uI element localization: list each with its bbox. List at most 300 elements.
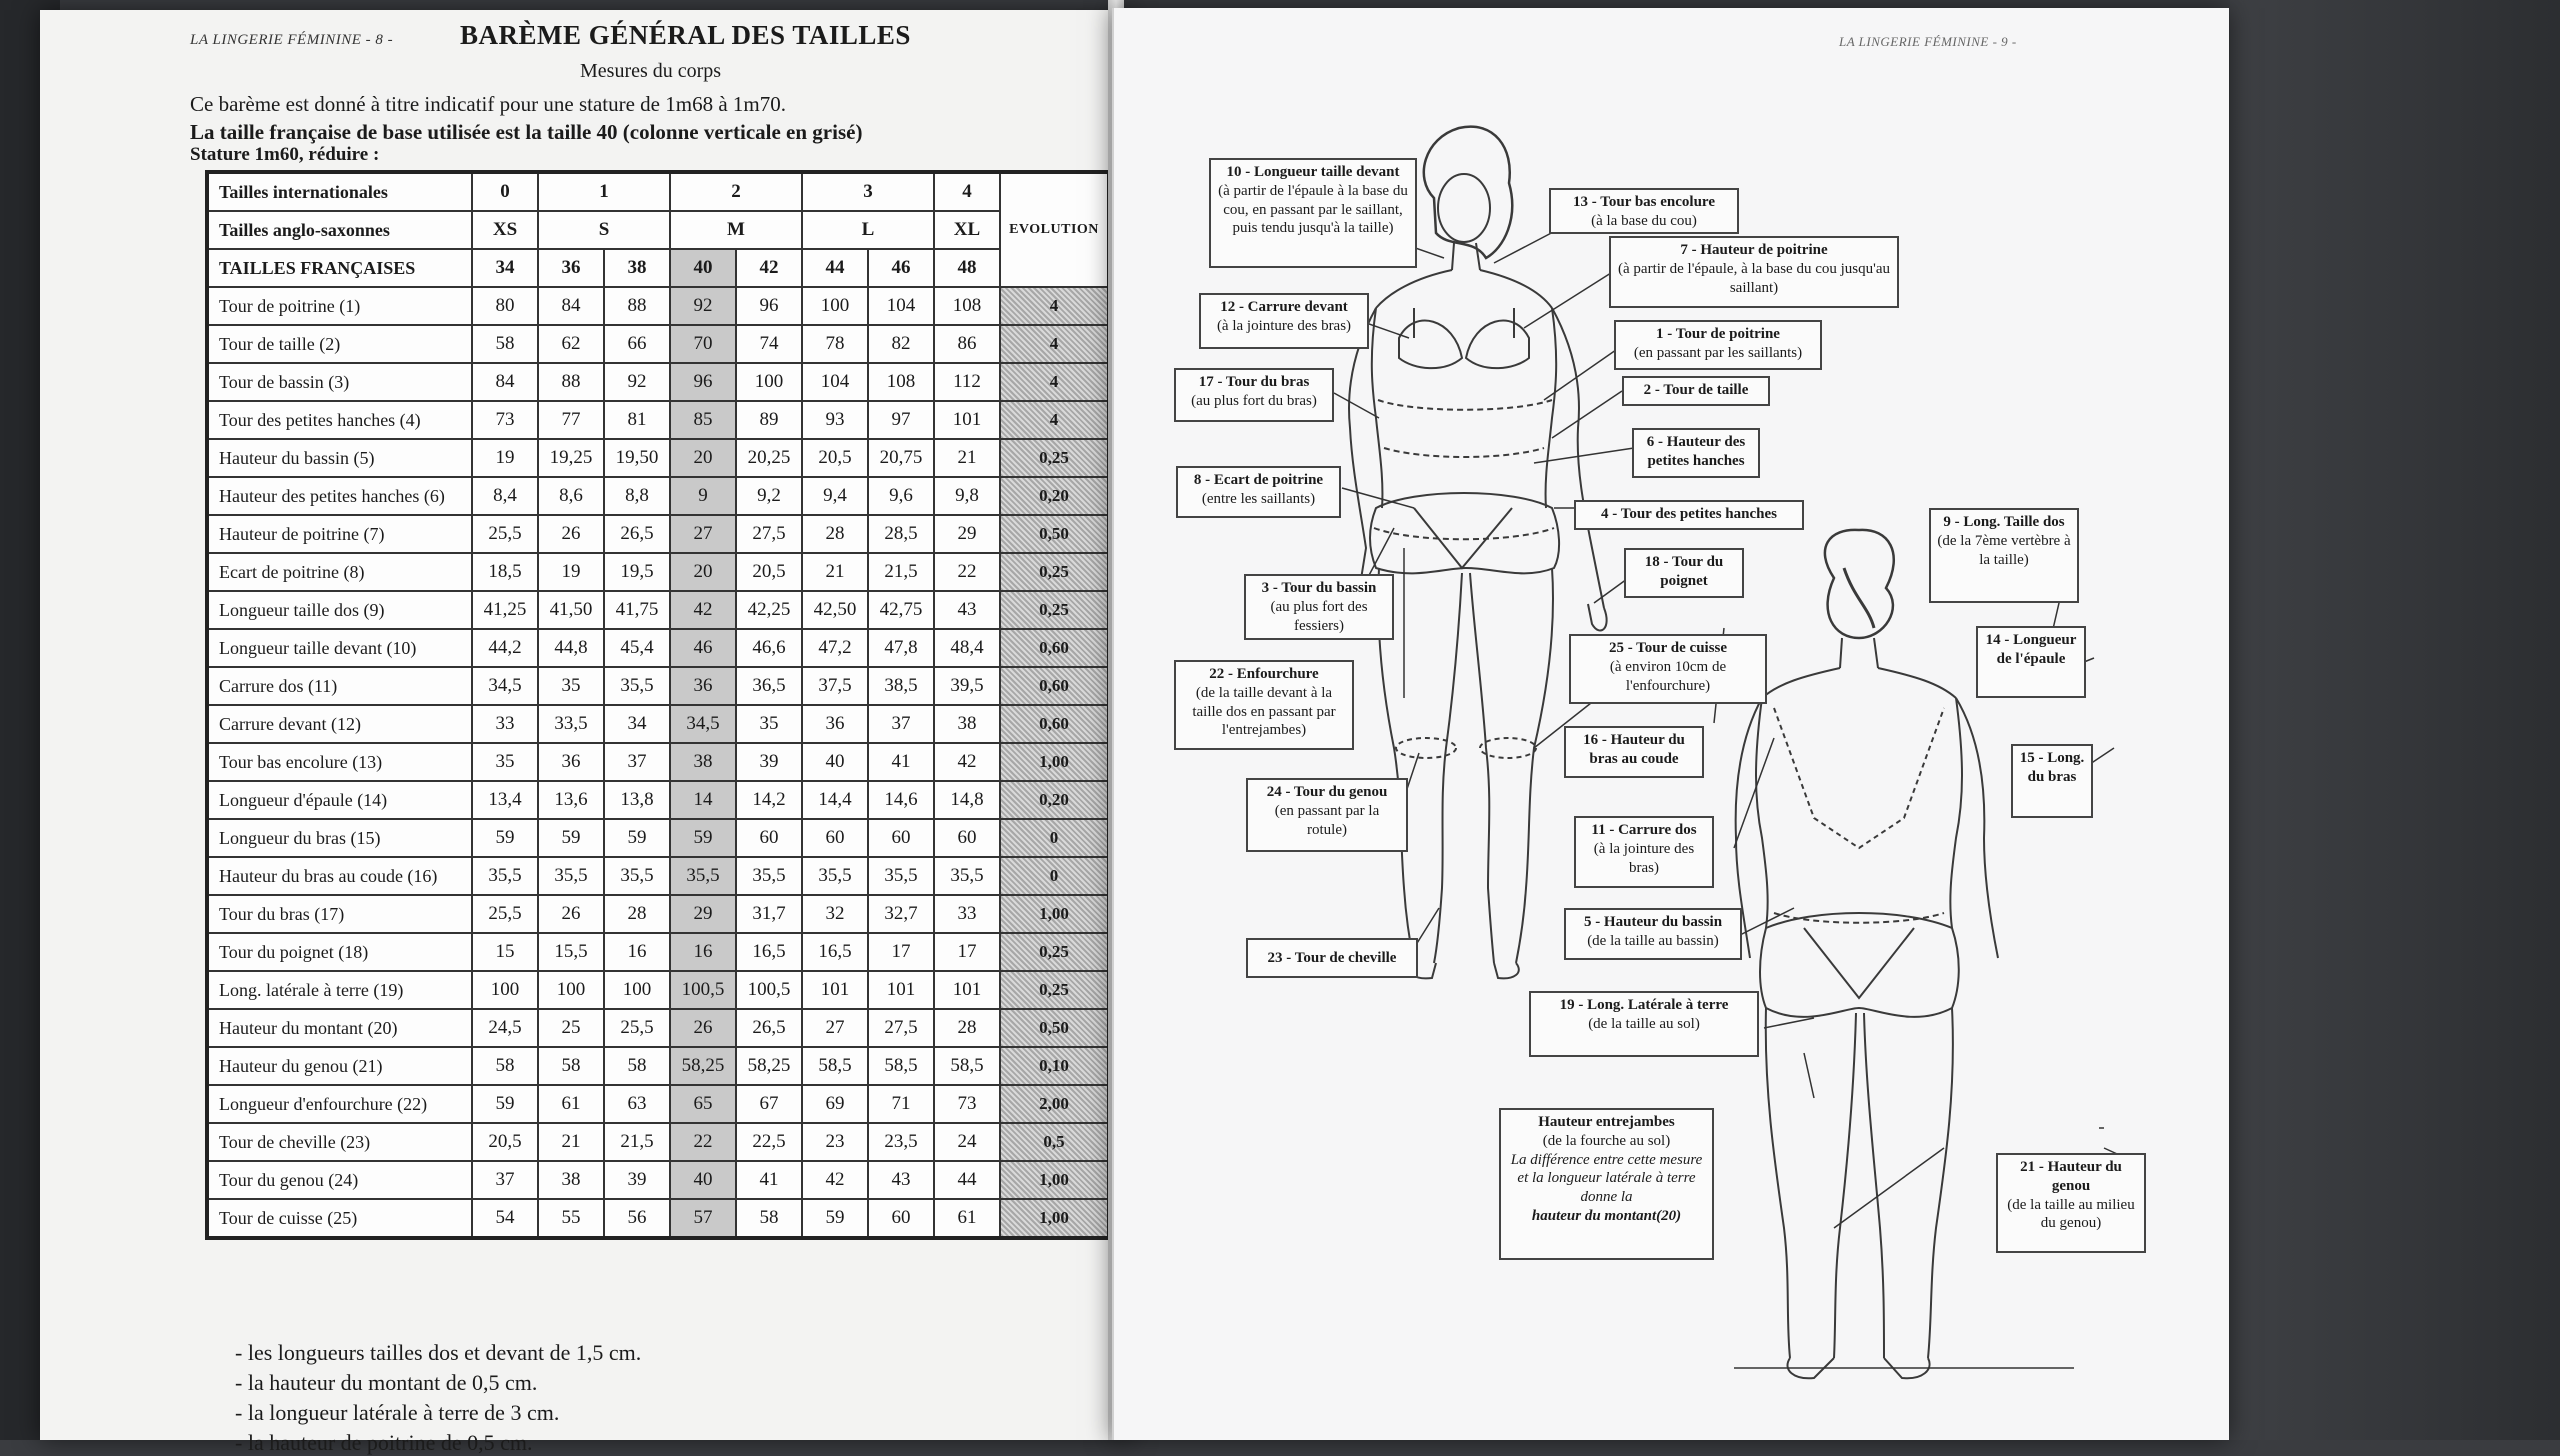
size-cell: 1 [538, 172, 670, 211]
evolution-value: 0,25 [1000, 553, 1109, 591]
measurement-value: 29 [670, 895, 736, 933]
measurement-value: 25,5 [472, 515, 538, 553]
evolution-header: EVOLUTION [1000, 172, 1109, 287]
callout-16 [1564, 726, 1704, 778]
measurement-value: 8,8 [604, 477, 670, 515]
measurement-label: Tour de taille (2) [207, 325, 472, 363]
measurement-value: 66 [604, 325, 670, 363]
measurement-value: 100,5 [670, 971, 736, 1009]
anglo-sizes-row [207, 211, 1109, 249]
measurement-value: 35,5 [538, 857, 604, 895]
table-row [207, 1199, 1109, 1238]
evolution-value: 0,10 [1000, 1047, 1109, 1085]
measurement-value: 27 [670, 515, 736, 553]
measurement-value: 41 [736, 1161, 802, 1199]
callout-detail: (à la base du cou) [1591, 212, 1697, 229]
measurement-value: 43 [934, 591, 1000, 629]
measurement-value: 14 [670, 781, 736, 819]
measurement-value: 84 [472, 363, 538, 401]
callout-title: 10 - Longueur taille devant [1226, 164, 1400, 180]
note-line: - la longueur latérale à terre de 3 cm. [235, 1400, 560, 1425]
measurement-rows [207, 287, 1109, 1238]
evolution-value: 1,00 [1000, 895, 1109, 933]
callout-detail: (de la taille devant à la taille dos en passant par l'entrejambes) [1192, 684, 1336, 739]
measurement-value: 9 [670, 477, 736, 515]
callout-title: 25 - Tour de cuisse [1608, 640, 1728, 656]
measurement-label: Tour du genou (24) [207, 1161, 472, 1199]
measurement-value: 86 [934, 325, 1000, 363]
left-page [40, 10, 1130, 1455]
row-label: TAILLES FRANÇAISES [207, 249, 472, 287]
callout-23 [1246, 938, 1418, 978]
measurement-value: 101 [934, 971, 1000, 1009]
measurement-value: 36 [538, 743, 604, 781]
measurement-value: 55 [538, 1199, 604, 1238]
measurement-value: 29 [934, 515, 1000, 553]
table-row [207, 1085, 1109, 1123]
measurement-value: 85 [670, 401, 736, 439]
measurement-value: 8,6 [538, 477, 604, 515]
callout-title: 9 - Long. Taille dos [1943, 514, 2065, 530]
measurement-value: 19,25 [538, 439, 604, 477]
callout-7 [1609, 236, 1899, 308]
measurement-label: Tour de cheville (23) [207, 1123, 472, 1161]
measurement-value: 59 [472, 819, 538, 857]
size-cell: 2 [670, 172, 802, 211]
table-row [207, 401, 1109, 439]
measurement-value: 18,5 [472, 553, 538, 591]
measurement-value: 24 [934, 1123, 1000, 1161]
measurement-value: 34,5 [472, 667, 538, 705]
measurement-value: 54 [472, 1199, 538, 1238]
measurement-value: 14,4 [802, 781, 868, 819]
international-sizes-row [207, 172, 1109, 211]
size-cell: 34 [472, 249, 538, 287]
measurement-value: 73 [934, 1085, 1000, 1123]
measurement-value: 41,75 [604, 591, 670, 629]
measurement-value: 26,5 [736, 1009, 802, 1047]
measurement-value: 35,5 [868, 857, 934, 895]
callout-9 [1929, 508, 2079, 603]
measurement-value: 100 [538, 971, 604, 1009]
measurement-value: 42,25 [736, 591, 802, 629]
table-row [207, 287, 1109, 325]
measurement-value: 34,5 [670, 705, 736, 743]
measurement-value: 93 [802, 401, 868, 439]
french-sizes-row [207, 249, 1109, 287]
evolution-value: 0,20 [1000, 781, 1109, 819]
callout-3 [1244, 574, 1394, 640]
measurement-value: 59 [604, 819, 670, 857]
measurement-label: Hauteur de poitrine (7) [207, 515, 472, 553]
table-row [207, 1161, 1109, 1199]
callout-title: 19 - Long. Latérale à terre [1559, 997, 1729, 1013]
row-label: Tailles internationales [207, 172, 472, 211]
measurement-value: 58 [472, 325, 538, 363]
size-cell: 3 [802, 172, 934, 211]
measurement-value: 47,2 [802, 629, 868, 667]
measurement-value: 26 [538, 515, 604, 553]
measurement-value: 35,5 [736, 857, 802, 895]
measurement-value: 60 [802, 819, 868, 857]
measurement-value: 56 [604, 1199, 670, 1238]
measurement-label: Hauteur du genou (21) [207, 1047, 472, 1085]
intro-line-1: Ce barème est donné à titre indicatif pour une stature de 1m68 à 1m70. [190, 92, 786, 116]
measurement-value: 101 [934, 401, 1000, 439]
measurement-value: 20,5 [472, 1123, 538, 1161]
measurement-value: 59 [472, 1085, 538, 1123]
measurement-value: 59 [670, 819, 736, 857]
measurement-value: 100 [472, 971, 538, 1009]
measurement-value: 20 [670, 439, 736, 477]
measurement-value: 60 [868, 819, 934, 857]
table-row [207, 363, 1109, 401]
measurement-value: 40 [802, 743, 868, 781]
callout-15 [2011, 744, 2093, 818]
measurement-value: 23,5 [868, 1123, 934, 1161]
evolution-value: 0,60 [1000, 705, 1109, 743]
measurement-value: 26 [670, 1009, 736, 1047]
measurement-value: 57 [670, 1199, 736, 1238]
measurement-value: 58 [604, 1047, 670, 1085]
measurement-value: 35 [472, 743, 538, 781]
page-subtitle: Mesures du corps [580, 60, 722, 82]
measurement-value: 21,5 [604, 1123, 670, 1161]
table-row [207, 591, 1109, 629]
measurement-value: 60 [736, 819, 802, 857]
evolution-value: 0,25 [1000, 439, 1109, 477]
callout-bold-note: hauteur du montant(20) [1531, 1207, 1682, 1224]
size-cell: S [538, 211, 670, 249]
measurement-label: Tour du poignet (18) [207, 933, 472, 971]
measurement-value: 9,2 [736, 477, 802, 515]
measurement-value: 14,2 [736, 781, 802, 819]
evolution-value: 0,5 [1000, 1123, 1109, 1161]
measurement-value: 16 [604, 933, 670, 971]
note-line: - la hauteur du montant de 0,5 cm. [235, 1370, 538, 1395]
evolution-value: 4 [1000, 363, 1109, 401]
measurement-label: Tour des petites hanches (4) [207, 401, 472, 439]
callout-6 [1632, 428, 1760, 478]
measurement-value: 21 [802, 553, 868, 591]
row-label: Tailles anglo-saxonnes [207, 211, 472, 249]
measurement-value: 27,5 [868, 1009, 934, 1047]
measurement-value: 32,7 [868, 895, 934, 933]
measurement-label: Tour bas encolure (13) [207, 743, 472, 781]
measurement-value: 39 [604, 1161, 670, 1199]
callout-title: 14 - Longueur de l'épaule [1985, 632, 2077, 667]
measurement-value: 13,4 [472, 781, 538, 819]
measurement-value: 88 [604, 287, 670, 325]
measurement-value: 59 [538, 819, 604, 857]
measurement-value: 62 [538, 325, 604, 363]
measurement-value: 36 [802, 705, 868, 743]
measurement-value: 42,75 [868, 591, 934, 629]
callout-title: 15 - Long. du bras [2019, 750, 2085, 785]
measurement-value: 19,50 [604, 439, 670, 477]
evolution-value: 0,25 [1000, 971, 1109, 1009]
callout-title: 18 - Tour du poignet [1644, 554, 1724, 589]
measurement-label: Carrure dos (11) [207, 667, 472, 705]
measurement-value: 46,6 [736, 629, 802, 667]
measurement-value: 14,6 [868, 781, 934, 819]
callout-title: 12 - Carrure devant [1220, 299, 1348, 315]
measurement-value: 44,8 [538, 629, 604, 667]
measurement-value: 16,5 [736, 933, 802, 971]
measurement-value: 19 [538, 553, 604, 591]
callout-11 [1574, 816, 1714, 888]
measurement-value: 39 [736, 743, 802, 781]
measurement-value: 39,5 [934, 667, 1000, 705]
table-row [207, 477, 1109, 515]
measurement-value: 38 [934, 705, 1000, 743]
callout-title: 11 - Carrure dos [1591, 822, 1697, 838]
measurement-value: 13,6 [538, 781, 604, 819]
measurement-value: 37 [868, 705, 934, 743]
measurement-value: 58,5 [868, 1047, 934, 1085]
measurement-value: 71 [868, 1085, 934, 1123]
measurement-value: 41 [868, 743, 934, 781]
table-row [207, 781, 1109, 819]
measurement-value: 9,6 [868, 477, 934, 515]
evolution-value: 0,25 [1000, 591, 1109, 629]
measurement-value: 19,5 [604, 553, 670, 591]
measurement-value: 67 [736, 1085, 802, 1123]
measurement-label: Tour du bras (17) [207, 895, 472, 933]
callout-18 [1624, 548, 1744, 598]
callout-title: 1 - Tour de poitrine [1656, 326, 1780, 342]
callout-title: 23 - Tour de cheville [1267, 950, 1397, 966]
evolution-value: 0 [1000, 819, 1109, 857]
size-cell: XL [934, 211, 1000, 249]
measurement-value: 31,7 [736, 895, 802, 933]
callout-title: 8 - Ecart de poitrine [1193, 472, 1324, 488]
callout-1 [1614, 320, 1822, 370]
measurement-label: Hauteur du bassin (5) [207, 439, 472, 477]
callout-21 [1996, 1153, 2146, 1253]
table-row [207, 705, 1109, 743]
evolution-value: 2,00 [1000, 1085, 1109, 1123]
measurement-value: 42 [670, 591, 736, 629]
table-row [207, 857, 1109, 895]
callout-title: 6 - Hauteur des petites hanches [1646, 434, 1746, 469]
measurement-value: 23 [802, 1123, 868, 1161]
evolution-value: 4 [1000, 287, 1109, 325]
measurement-value: 16,5 [802, 933, 868, 971]
measurement-value: 100 [736, 363, 802, 401]
table-row [207, 515, 1109, 553]
measurement-value: 58 [472, 1047, 538, 1085]
measurement-value: 26 [538, 895, 604, 933]
size-cell: 48 [934, 249, 1000, 287]
measurement-value: 17 [934, 933, 1000, 971]
measurement-value: 21 [934, 439, 1000, 477]
measurement-label: Long. latérale à terre (19) [207, 971, 472, 1009]
callout-title: 5 - Hauteur du bassin [1583, 914, 1723, 930]
measurement-value: 8,4 [472, 477, 538, 515]
callout-detail: (de la taille au sol) [1588, 1015, 1700, 1032]
measurement-label: Ecart de poitrine (8) [207, 553, 472, 591]
callout-2 [1622, 376, 1770, 406]
callout-detail: (à la jointure des bras) [1593, 840, 1695, 876]
measurement-value: 38 [538, 1161, 604, 1199]
measurement-value: 20,5 [802, 439, 868, 477]
measurement-value: 22 [670, 1123, 736, 1161]
measurement-value: 9,4 [802, 477, 868, 515]
measurement-value: 38,5 [868, 667, 934, 705]
callout-13 [1549, 188, 1739, 234]
measurement-value: 13,8 [604, 781, 670, 819]
measurement-label: Longueur du bras (15) [207, 819, 472, 857]
measurement-value: 35,5 [802, 857, 868, 895]
measurement-value: 20 [670, 553, 736, 591]
measurement-value: 74 [736, 325, 802, 363]
callout-title: 16 - Hauteur du bras au coude [1583, 732, 1685, 767]
measurement-value: 70 [670, 325, 736, 363]
callout-title: 17 - Tour du bras [1198, 374, 1310, 390]
measurement-value: 77 [538, 401, 604, 439]
measurement-value: 61 [934, 1199, 1000, 1238]
measurement-value: 28 [604, 895, 670, 933]
callout-title: 3 - Tour du bassin [1261, 580, 1377, 596]
size-cell: 46 [868, 249, 934, 287]
callout-17 [1174, 368, 1334, 422]
measurement-value: 20,75 [868, 439, 934, 477]
callout-19 [1529, 991, 1759, 1057]
evolution-value: 0,60 [1000, 629, 1109, 667]
table-row [207, 933, 1109, 971]
measurement-value: 97 [868, 401, 934, 439]
callout-25 [1569, 634, 1767, 704]
measurement-value: 45,4 [604, 629, 670, 667]
evolution-value: 4 [1000, 401, 1109, 439]
evolution-value: 0,20 [1000, 477, 1109, 515]
right-page [1112, 8, 2229, 1440]
measurement-value: 28 [934, 1009, 1000, 1047]
measurement-value: 28,5 [868, 515, 934, 553]
measurement-value: 20,25 [736, 439, 802, 477]
measurement-value: 21 [538, 1123, 604, 1161]
evolution-value: 0,25 [1000, 933, 1109, 971]
measurement-value: 96 [736, 287, 802, 325]
measurement-value: 24,5 [472, 1009, 538, 1047]
measurement-value: 34 [604, 705, 670, 743]
measurement-value: 82 [868, 325, 934, 363]
callout-detail: (au plus fort des fessiers) [1270, 598, 1368, 634]
measurement-value: 37 [472, 1161, 538, 1199]
measurement-value: 80 [472, 287, 538, 325]
measurement-value: 38 [670, 743, 736, 781]
callout-detail: (de la taille au bassin) [1587, 932, 1719, 949]
measurement-value: 58 [538, 1047, 604, 1085]
measurement-value: 28 [802, 515, 868, 553]
measurement-value: 16 [670, 933, 736, 971]
callout-5 [1564, 908, 1742, 960]
table-row [207, 743, 1109, 781]
measurement-value: 9,8 [934, 477, 1000, 515]
measurement-value: 44,2 [472, 629, 538, 667]
size-cell: XS [472, 211, 538, 249]
measurement-value: 37,5 [802, 667, 868, 705]
measurement-value: 35 [736, 705, 802, 743]
callout-detail: (de la fourche au sol) [1542, 1132, 1671, 1149]
evolution-value: 0,60 [1000, 667, 1109, 705]
size-cell: 44 [802, 249, 868, 287]
measurement-value: 35,5 [604, 667, 670, 705]
table-row [207, 553, 1109, 591]
measurement-value: 36,5 [736, 667, 802, 705]
callout-detail: (au plus fort du bras) [1191, 392, 1317, 409]
measurement-value: 61 [538, 1085, 604, 1123]
measurement-label: Hauteur des petites hanches (6) [207, 477, 472, 515]
callout-24 [1246, 778, 1408, 852]
measurement-value: 33 [934, 895, 1000, 933]
measurement-value: 35,5 [604, 857, 670, 895]
evolution-value: 1,00 [1000, 743, 1109, 781]
table-row [207, 895, 1109, 933]
callout-12 [1199, 293, 1369, 349]
callout-detail: (à partir de l'épaule à la base du cou, en passant par le saillant, puis tendu jusqu'à la taille) [1218, 182, 1408, 237]
measurement-value: 20,5 [736, 553, 802, 591]
measurement-label: Tour de cuisse (25) [207, 1199, 472, 1238]
measurement-value: 22,5 [736, 1123, 802, 1161]
page-title: BARÈME GÉNÉRAL DES TAILLES [460, 20, 911, 50]
measurement-label: Hauteur du bras au coude (16) [207, 857, 472, 895]
measurement-label: Longueur d'enfourchure (22) [207, 1085, 472, 1123]
table-row [207, 667, 1109, 705]
measurement-value: 25,5 [472, 895, 538, 933]
measurement-value: 35 [538, 667, 604, 705]
callout-title: 4 - Tour des petites hanches [1600, 506, 1777, 522]
measurement-value: 41,50 [538, 591, 604, 629]
measurement-value: 44 [934, 1161, 1000, 1199]
callout-22 [1174, 660, 1354, 750]
measurement-label: Longueur d'épaule (14) [207, 781, 472, 819]
size-cell: 36 [538, 249, 604, 287]
callout-title: 21 - Hauteur du genou [2020, 1159, 2122, 1194]
callout-title: 13 - Tour bas encolure [1573, 194, 1715, 210]
callout-8 [1176, 466, 1341, 518]
measurement-value: 104 [868, 287, 934, 325]
size-cell: 42 [736, 249, 802, 287]
measurement-value: 35,5 [670, 857, 736, 895]
callout-title: 2 - Tour de taille [1643, 382, 1749, 398]
measurement-value: 69 [802, 1085, 868, 1123]
measurement-value: 89 [736, 401, 802, 439]
measurement-value: 41,25 [472, 591, 538, 629]
measurement-value: 47,8 [868, 629, 934, 667]
callout-title: 7 - Hauteur de poitrine [1680, 242, 1828, 258]
measurement-value: 33,5 [538, 705, 604, 743]
measurement-value: 78 [802, 325, 868, 363]
table-row [207, 819, 1109, 857]
measurement-label: Longueur taille devant (10) [207, 629, 472, 667]
background-right [2230, 0, 2560, 1440]
callout-detail: (de la taille au milieu du genou) [2007, 1196, 2135, 1232]
measurement-label: Tour de poitrine (1) [207, 287, 472, 325]
measurement-value: 21,5 [868, 553, 934, 591]
size-chart-table [205, 170, 1111, 1240]
table-row [207, 971, 1109, 1009]
measurement-value: 92 [604, 363, 670, 401]
measurement-value: 48,4 [934, 629, 1000, 667]
evolution-value: 1,00 [1000, 1161, 1109, 1199]
callout-detail: (à partir de l'épaule, à la base du cou jusqu'au saillant) [1618, 260, 1890, 296]
measurement-value: 58,5 [802, 1047, 868, 1085]
callout-14 [1976, 626, 2086, 698]
callout-detail: (à environ 10cm de l'enfourchure) [1609, 658, 1727, 694]
measurement-value: 33 [472, 705, 538, 743]
